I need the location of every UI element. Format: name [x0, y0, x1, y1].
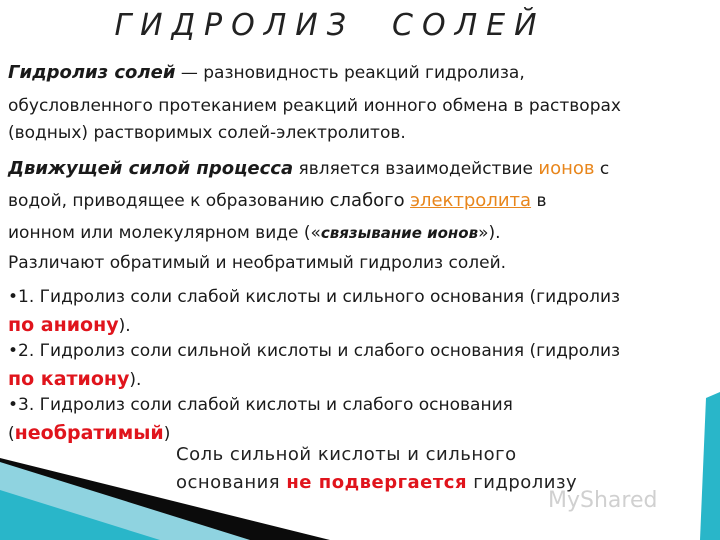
driving-line-2a: водой, приводящее к образованию	[8, 191, 330, 211]
binding-ions: связывание ионов	[320, 224, 479, 242]
note-line-2: основания не подвергается гидролизу	[176, 472, 578, 493]
item-2-text: •2. Гидролиз соли сильной кислоты и слабого основания (гидролиз	[8, 341, 621, 361]
item-1-highlight: по аниону	[8, 314, 119, 336]
item-1-type: по аниону).	[8, 314, 131, 336]
note-line-1: Соль сильной кислоты и сильного	[176, 444, 517, 465]
driving-line-3: ионном или молекулярном виде («связывание ионов»).	[8, 223, 501, 243]
driving-text-end: с	[594, 159, 610, 179]
distinguish-line: Различают обратимый и необратимый гидролиз солей.	[8, 253, 507, 273]
item-3-text: •3. Гидролиз соли слабой кислоты и слабого основания	[8, 395, 513, 415]
item-2-highlight: по катиону	[8, 368, 130, 390]
definition-term: Гидролиз солей	[8, 62, 176, 83]
driving-text: является взаимодействие	[293, 159, 539, 179]
item-1-text: •1. Гидролиз соли слабой кислоты и сильного основания (гидролиз	[8, 287, 621, 307]
electrolyte-link[interactable]: электролита	[410, 190, 532, 211]
slide-title: ГИДРОЛИЗ СОЛЕЙ	[114, 8, 546, 43]
item-3-type: (необратимый)	[8, 422, 171, 444]
driving-line-2b: в	[531, 191, 547, 211]
watermark: MyShared	[548, 488, 658, 513]
definition-text: — разновидность реакций гидролиза,	[175, 63, 525, 83]
item-3-highlight: необратимый	[14, 422, 164, 444]
ions-link[interactable]: ионов	[538, 158, 595, 179]
note-highlight: не подвергается	[286, 472, 468, 493]
definition-line-2: обусловленного протеканием реакций ионного обмена в растворах	[8, 96, 621, 116]
item-2-type: по катиону).	[8, 368, 142, 390]
weak-word: слабого	[329, 190, 405, 211]
driving-term: Движущей силой процесса	[8, 158, 294, 179]
right-teal-bar	[700, 392, 720, 540]
definition-line-3: (водных) растворимых солей-электролитов.	[8, 123, 406, 143]
